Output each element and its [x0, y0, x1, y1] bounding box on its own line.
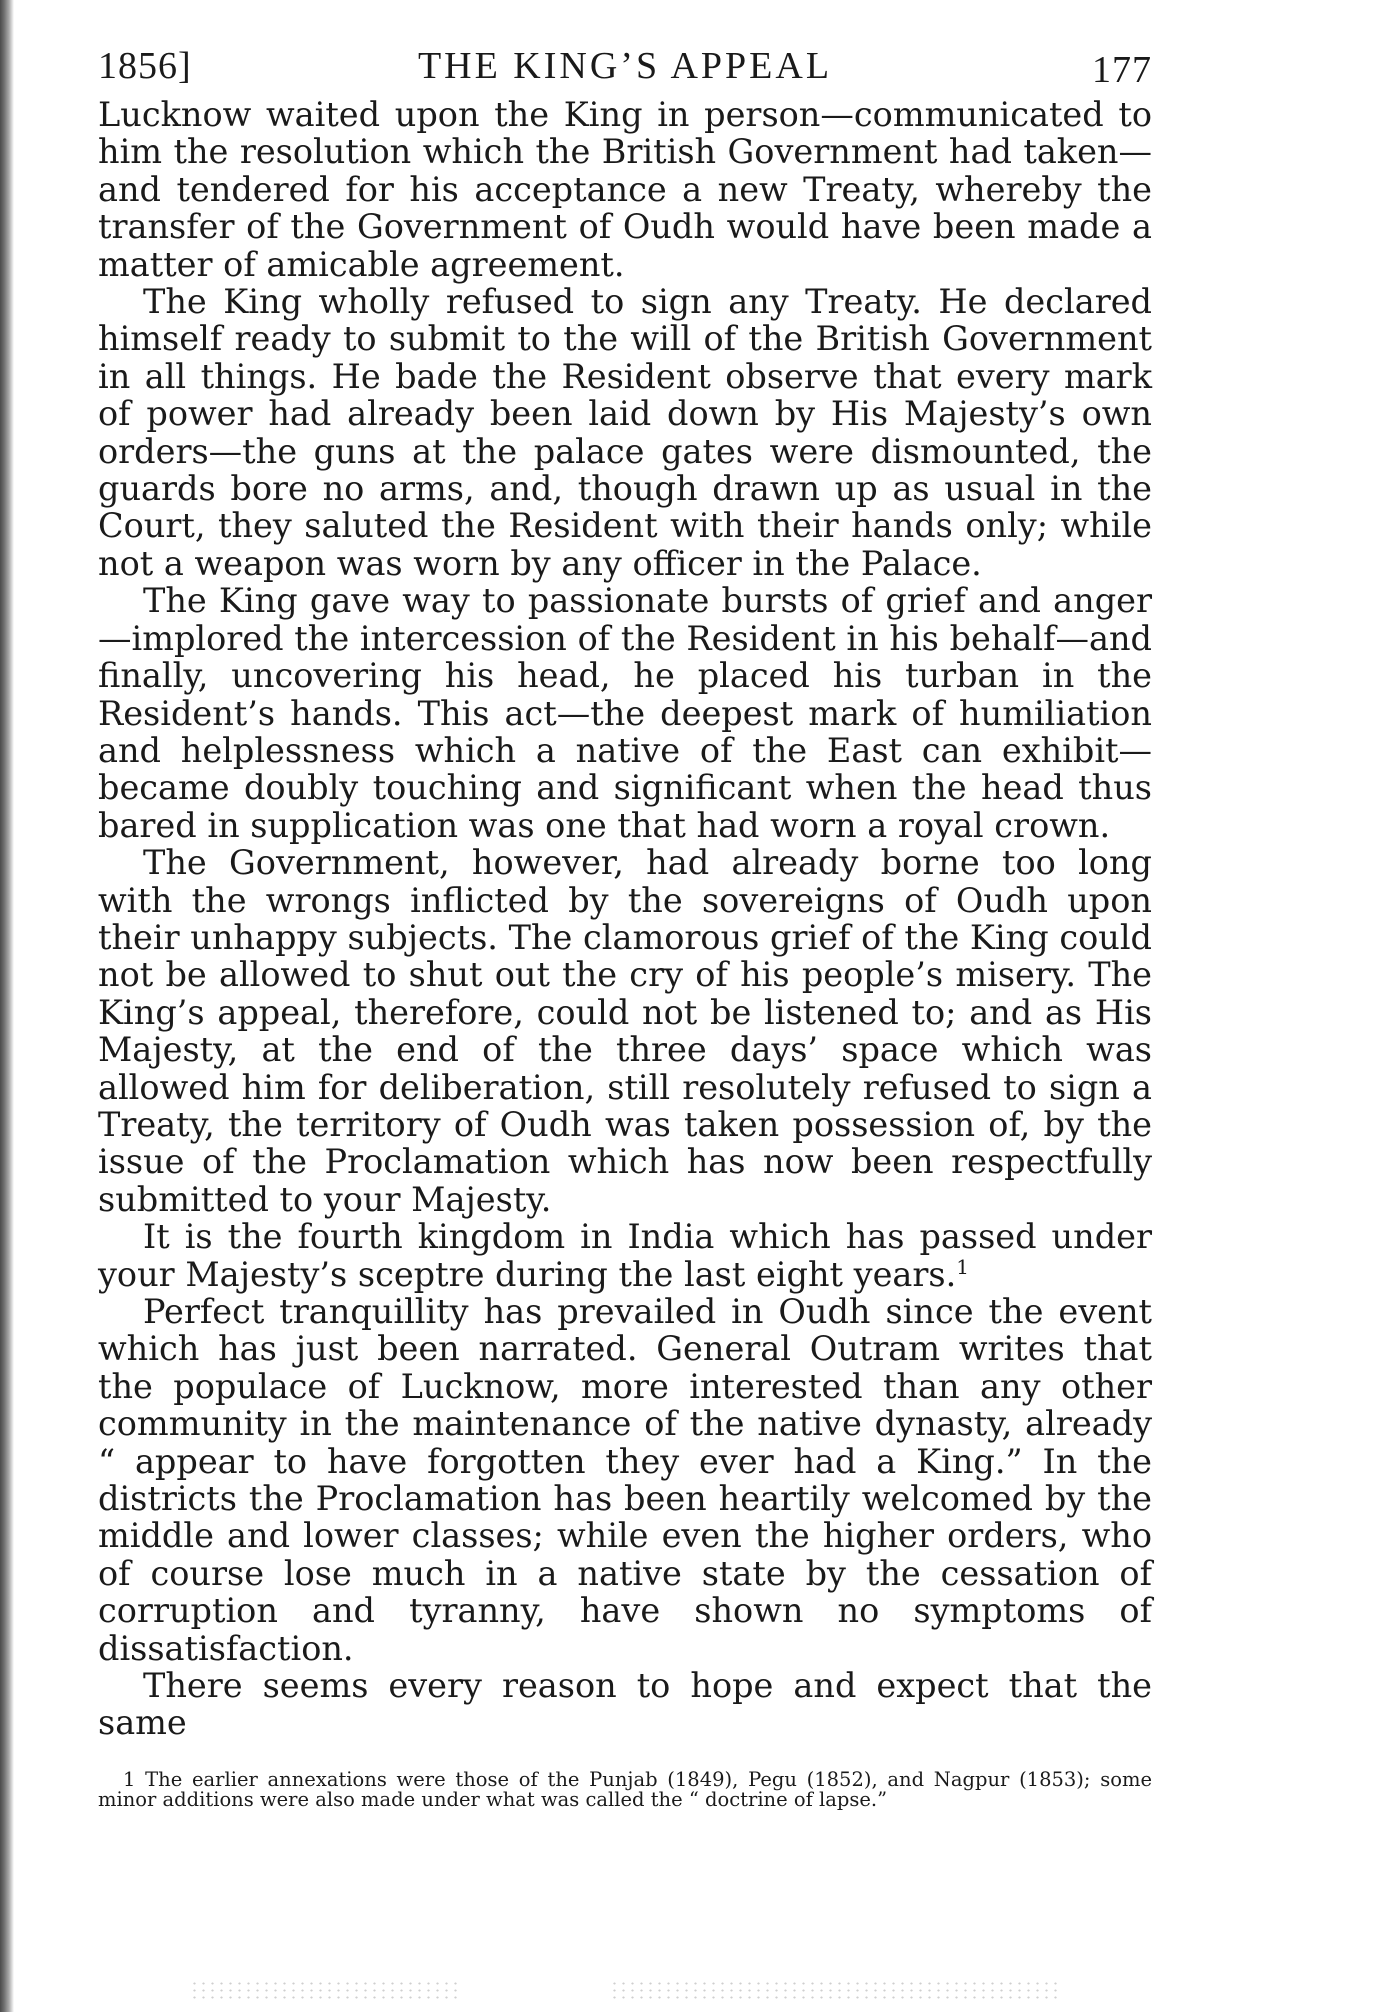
scan-noise	[190, 1980, 460, 2000]
paragraph-with-footnote	[98, 1218, 1152, 1293]
running-header	[98, 44, 1152, 96]
footnote-reference: 1	[956, 1254, 969, 1279]
paragraph: The King gave way to passionate bursts of grief and anger —implored the intercession of the Resident in his behalf—and finally, uncovering his head, he placed his turban in the Resident’s hands. This act—the deepest mark of humiliation and helplessness which a native of the East can exhibit—became doubly touching and significant when the head thus bared in supplication was one that had worn a royal crown.	[98, 581, 1152, 845]
body-text	[98, 96, 1152, 1742]
header-title: THE KING’S APPEAL	[417, 45, 833, 87]
page-number: 177	[1092, 49, 1152, 91]
paragraph: The King wholly refused to sign any Treaty. He declared himself ready to submit to the will of the British Government in all things. He bade the Resident observe that every mark of power had already been laid down by His Majesty’s own orders—the guns at the palace gates were dismounted, the guards bore no arms, and, though drawn up as usual in the Court, they saluted the Resident with their hands only; while not a weapon was worn by any officer in the Palace.	[98, 282, 1152, 583]
paragraph-text: It is the fourth kingdom in India which has passed under your Majesty’s sceptre during the last eight years.	[98, 1217, 1152, 1294]
footnote: 1 The earlier annexations were those of the Punjab (1849), Pegu (1852), and Nagpur (1853); some minor additions were also made under what was called the “ doctrine of lapse.”	[98, 1767, 1152, 1811]
scan-noise	[610, 1980, 1060, 2000]
book-page	[98, 44, 1152, 1810]
paragraph: Lucknow waited upon the King in person—communicated to him the resolution which the British Government had taken—and tendered for his acceptance a new Treaty, whereby the transfer of the Government of Oudh would have been made a matter of amicable agreement.	[98, 95, 1152, 284]
page-binding-edge	[0, 0, 14, 2012]
header-year: 1856]	[98, 45, 192, 87]
paragraph: There seems every reason to hope and expect that the same	[98, 1666, 1152, 1743]
paragraph: The Government, however, had already borne too long with the wrongs inflicted by the sovereigns of Oudh upon their unhappy subjects. The clamorous grief of the King could not be allowed to shut out the cry of his people’s misery. The King’s appeal, therefore, could not be listened to; and as His Majesty, at the end of the three days’ space which was allowed him for deliberation, still resolutely refused to sign a Treaty, the territory of Oudh was taken possession of, by the issue of the Proclamation which has now been respectfully submitted to your Majesty.	[98, 843, 1152, 1219]
paragraph: Perfect tranquillity has prevailed in Oudh since the event which has just been narrated. General Outram writes that the populace of Lucknow, more interested than any other community in the maintenance of the native dynasty, already “ appear to have forgotten they ever had a King.” In the districts the Proclamation has been heartily welcomed by the middle and lower classes; while even the higher orders, who of course lose much in a native state by the cessation of corruption and tyranny, have shown no symptoms of dissatisfaction.	[98, 1292, 1152, 1668]
